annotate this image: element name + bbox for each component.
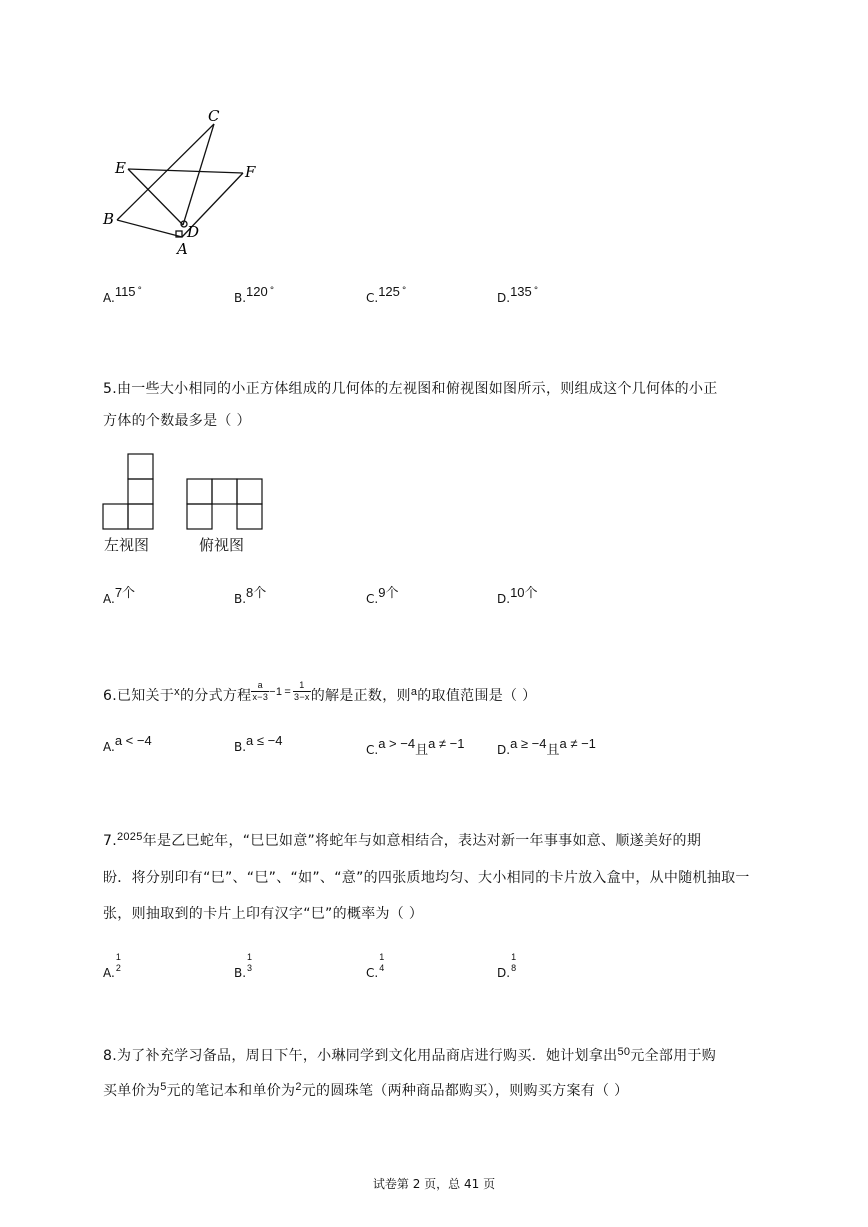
q5-question-text xyxy=(103,373,783,437)
q6-fraction-1: $\frac{a}{x-3}$ xyxy=(252,679,269,702)
q6-option-d[interactable]: D.a ≥ −4且a ≠ −1 xyxy=(497,736,596,758)
left-view-cell xyxy=(128,479,153,504)
q5-option-c[interactable]: C.9个 xyxy=(366,585,399,606)
q7-option-c[interactable]: C. 1 4 xyxy=(366,952,385,980)
q6-fraction-2: $\frac{1}{3-x}$ xyxy=(294,679,310,702)
label-e: E xyxy=(115,159,126,177)
segment-ef xyxy=(128,169,243,173)
label-c: C xyxy=(208,107,220,125)
q5-line2: 方体的个数最多是（ ） xyxy=(103,413,251,429)
q5-option-a[interactable]: A.7个 xyxy=(103,585,136,606)
q7-line1: 7.$^{2025}$年是乙巳蛇年，“巳巳如意”将蛇年与如意相结合，表达对新一年事事如意、顺遂美好的期 xyxy=(103,831,702,849)
q6-question-text: 6.已知关于$^x$的分式方程 $\frac{a}{x-3}$ $^{-1}$ = $\frac{1}{3-x}$ 的解是正数，则$^a$的取值范围是（ ） xyxy=(103,679,537,704)
top-view-caption: 俯视图 xyxy=(199,536,245,554)
q6-option-a[interactable]: A.a < −4 xyxy=(103,733,152,754)
segment-ed xyxy=(128,169,183,225)
top-view-cell xyxy=(237,479,262,504)
q8-line2: 买单价为$^5$元的笔记本和单价为$^2$元的圆珠笔（两种商品都购买），则购买方案有（ ） xyxy=(103,1081,629,1099)
segment-ba xyxy=(117,220,182,237)
left-view-caption: 左视图 xyxy=(104,536,150,554)
label-b: B xyxy=(103,210,115,228)
q8-question-text xyxy=(103,1040,803,1108)
label-f: F xyxy=(245,163,256,181)
q7-line2: 盼．将分别印有“巳”、“巳”、“如”、“意”的四张质地均匀、大小相同的卡片放入盒中，从中随机抽取一 xyxy=(103,870,750,886)
left-view-cell xyxy=(128,504,153,529)
q4-option-b[interactable]: B.120 ° xyxy=(234,284,275,305)
page-footer: 试卷第 2 页，总 41 页 xyxy=(372,1177,496,1191)
q7-option-a[interactable]: A. 1 2 xyxy=(103,952,121,980)
geometry-figure xyxy=(95,100,275,260)
q7-option-b[interactable]: B. 1 3 xyxy=(234,952,253,980)
q7-line3: 张，则抽取到的卡片上印有汉字“巳”的概率为（ ） xyxy=(103,906,424,922)
q5-option-d[interactable]: D.10个 xyxy=(497,585,538,606)
q6-option-b[interactable]: B.a ≤ −4 xyxy=(234,733,283,754)
q8-line1: 8.为了补充学习备品，周日下午，小琳同学到文化用品商店进行购买．她计划拿出$^{50}$元全部用于购 xyxy=(103,1046,717,1064)
left-view-cell xyxy=(103,504,128,529)
q4-option-d[interactable]: D.135 ° xyxy=(497,284,539,305)
cube-views-figure xyxy=(100,450,270,532)
label-d: D xyxy=(187,223,200,241)
q7-option-d[interactable]: D. 1 8 xyxy=(497,952,517,980)
q6-option-c[interactable]: C.a > −4且a ≠ −1 xyxy=(366,736,465,758)
q5-option-b[interactable]: B.8个 xyxy=(234,585,267,606)
q4-option-c[interactable]: C.125 ° xyxy=(366,284,407,305)
q7-question-text xyxy=(103,825,783,930)
top-view-cell xyxy=(187,504,212,529)
q4-option-a[interactable]: A.115 ° xyxy=(103,284,143,305)
q5-line1: 5.由一些大小相同的小正方体组成的几何体的左视图和俯视图如图所示，则组成这个几何体的小正 xyxy=(103,381,718,397)
top-view-cell xyxy=(187,479,212,504)
label-a: A xyxy=(177,240,188,258)
left-view-cell xyxy=(128,454,153,479)
top-view-cell xyxy=(237,504,262,529)
top-view-cell xyxy=(212,479,237,504)
